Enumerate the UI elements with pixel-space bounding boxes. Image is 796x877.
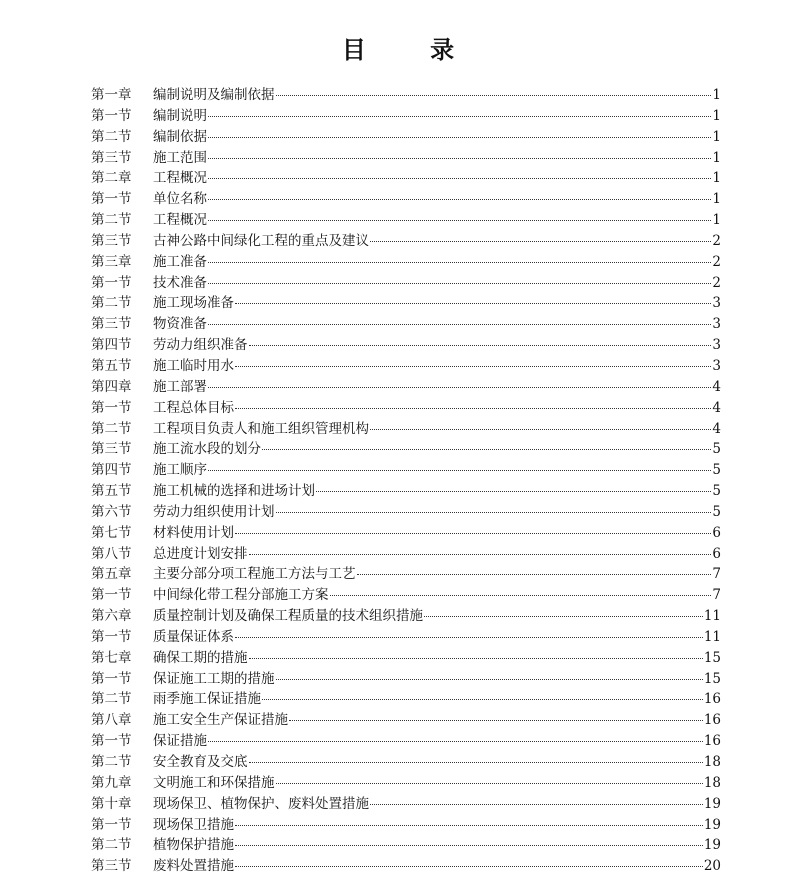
toc-entry[interactable] [91,210,721,231]
toc-entry-page-number: 19 [703,837,721,854]
toc-entry-title: 保证措施 [153,733,207,750]
toc-entry-page-number: 3 [712,357,721,374]
toc-leader-dots [249,762,703,763]
toc-entry-title: 质量控制计划及确保工程质量的技术组织措施 [153,608,423,625]
toc-entry-title: 工程总体目标 [153,399,234,416]
toc-entry[interactable] [91,398,721,419]
toc-entry[interactable] [91,293,721,314]
toc-leader-dots [370,429,711,430]
toc-entry[interactable] [91,168,721,189]
toc-entry[interactable] [91,731,721,752]
toc-entry[interactable] [91,627,721,648]
toc-entry-label: 第七章 [91,649,132,666]
toc-entry-label: 第二节 [91,212,132,229]
toc-entry-title: 物资准备 [153,316,207,333]
toc-entry[interactable] [91,606,721,627]
toc-leader-dots [276,512,712,513]
toc-entry-title: 编制说明 [153,107,207,124]
toc-leader-dots [208,470,711,471]
toc-entry-title: 总进度计划安排 [153,545,248,562]
toc-leader-dots [276,95,712,96]
toc-entry-page-number: 5 [712,441,721,458]
toc-entry-label: 第一节 [91,670,132,687]
toc-entry[interactable] [91,689,721,710]
toc-entry[interactable] [91,794,721,815]
toc-entry-label: 第三节 [91,441,132,458]
toc-entry-label: 第二节 [91,837,132,854]
toc-leader-dots [370,241,711,242]
toc-entry-title: 保证施工工期的措施 [153,670,275,687]
toc-leader-dots [249,658,703,659]
toc-entry[interactable] [91,835,721,856]
toc-entry-page-number: 11 [703,608,721,625]
toc-entry-title: 编制说明及编制依据 [153,87,275,103]
toc-entry-label: 第一节 [91,628,132,645]
toc-entry-title: 雨季施工保证措施 [153,691,261,708]
toc-entry[interactable] [91,773,721,794]
toc-entry-title: 古神公路中间绿化工程的重点及建议 [153,232,369,249]
toc-entry-label: 第一节 [91,587,132,604]
toc-entry-page-number: 1 [712,149,721,166]
toc-entry[interactable] [91,356,721,377]
toc-entry-label: 第五章 [91,566,132,583]
toc-entry[interactable] [91,710,721,731]
toc-leader-dots [208,262,711,263]
toc-entry-label: 第三节 [91,316,132,333]
toc-leader-dots [289,720,703,721]
toc-entry-title: 施工安全生产保证措施 [153,712,288,729]
toc-entry-label: 第四章 [91,378,132,395]
toc-entry-title: 施工流水段的划分 [153,441,261,458]
toc-leader-dots [262,449,711,450]
toc-leader-dots [208,116,711,117]
toc-leader-dots [208,199,711,200]
toc-entry-label: 第二节 [91,420,132,437]
toc-entry-label: 第二节 [91,754,132,770]
toc-entry-page-number: 11 [703,628,721,645]
toc-leader-dots [357,574,712,575]
toc-entry-title: 现场保卫、植物保护、废料处置措施 [153,795,369,812]
toc-entry[interactable] [91,815,721,836]
toc-entry-title: 施工现场准备 [153,295,234,312]
toc-entry-page-number: 19 [703,816,721,833]
toc-entry-page-number: 2 [712,232,721,249]
toc-leader-dots [208,741,703,742]
toc-entry[interactable] [91,273,721,294]
toc-entry-title: 施工准备 [153,253,207,270]
toc-entry-title: 现场保卫措施 [153,816,234,833]
toc-entry-page-number: 16 [703,712,721,729]
toc-entry-page-number: 18 [703,774,721,791]
toc-leader-dots [370,804,703,805]
toc-entry-page-number: 3 [712,316,721,333]
toc-entry[interactable] [91,314,721,335]
toc-entry[interactable] [91,502,721,523]
toc-leader-dots [276,679,703,680]
toc-entry[interactable] [91,419,721,440]
toc-entry-page-number: 19 [703,795,721,812]
toc-entry-page-number: 6 [712,545,721,562]
toc-entry-label: 第五节 [91,357,132,374]
toc-entry-page-number: 5 [712,503,721,520]
toc-leader-dots [235,637,703,638]
table-of-contents [91,85,721,877]
toc-entry-title: 工程概况 [153,212,207,229]
toc-entry-label: 第一节 [91,274,132,291]
toc-entry[interactable] [91,377,721,398]
toc-entry-label: 第十章 [91,795,132,812]
toc-entry-title: 编制依据 [153,128,207,145]
toc-entry-page-number: 2 [712,274,721,291]
toc-entry-page-number: 5 [712,483,721,500]
toc-entry-page-number: 20 [703,858,721,875]
toc-entry-label: 第二节 [91,128,132,145]
toc-leader-dots [330,595,712,596]
toc-leader-dots [249,345,712,346]
toc-leader-dots [235,825,703,826]
toc-entry-label: 第三节 [91,232,132,249]
toc-entry-title: 技术准备 [153,274,207,291]
toc-entry[interactable] [91,544,721,565]
toc-entry-label: 第一节 [91,191,132,208]
toc-leader-dots [235,845,703,846]
toc-leader-dots [208,158,711,159]
toc-entry-page-number: 6 [712,524,721,541]
toc-entry-label: 第六节 [91,503,132,520]
toc-entry[interactable] [91,564,721,585]
toc-leader-dots [249,554,712,555]
toc-entry-page-number: 4 [712,420,721,437]
toc-leader-dots [208,324,711,325]
toc-entry-page-number: 4 [712,399,721,416]
toc-entry-label: 第九章 [91,774,132,791]
toc-leader-dots [208,387,711,388]
toc-entry-page-number: 1 [712,170,721,187]
toc-entry[interactable] [91,106,721,127]
toc-entry-page-number: 1 [712,87,721,103]
toc-entry-label: 第七节 [91,524,132,541]
toc-entry-label: 第三节 [91,149,132,166]
toc-entry-page-number: 3 [712,337,721,354]
toc-entry-label: 第二节 [91,295,132,312]
toc-entry[interactable] [91,335,721,356]
toc-entry-page-number: 16 [703,691,721,708]
toc-entry-title: 施工范围 [153,149,207,166]
toc-entry-page-number: 1 [712,191,721,208]
toc-entry-page-number: 7 [712,587,721,604]
toc-entry-title: 中间绿化带工程分部施工方案 [153,587,329,604]
toc-entry[interactable] [91,669,721,690]
toc-entry[interactable] [91,127,721,148]
toc-leader-dots [208,178,711,179]
toc-entry-title: 施工顺序 [153,462,207,479]
toc-leader-dots [262,699,703,700]
toc-entry-label: 第一节 [91,107,132,124]
toc-leader-dots [235,866,703,867]
toc-entry-label: 第一节 [91,399,132,416]
toc-entry-page-number: 1 [712,212,721,229]
toc-entry-title: 植物保护措施 [153,837,234,854]
toc-entry-page-number: 2 [712,253,721,270]
toc-leader-dots [235,366,711,367]
toc-entry[interactable] [91,252,721,273]
toc-leader-dots [235,408,711,409]
toc-entry-title: 质量保证体系 [153,628,234,645]
toc-leader-dots [316,491,711,492]
toc-entry[interactable] [91,481,721,502]
toc-entry-label: 第八章 [91,712,132,729]
toc-entry[interactable] [91,648,721,669]
toc-entry[interactable] [91,752,721,773]
toc-entry-label: 第八节 [91,545,132,562]
toc-leader-dots [208,283,711,284]
toc-entry-label: 第一章 [91,87,132,103]
toc-leader-dots [235,303,711,304]
toc-entry-title: 施工临时用水 [153,357,234,374]
toc-entry-page-number: 7 [712,566,721,583]
toc-entry-label: 第一节 [91,733,132,750]
toc-entry-label: 第五节 [91,483,132,500]
toc-entry-page-number: 15 [703,670,721,687]
toc-entry-title: 劳动力组织使用计划 [153,503,275,520]
toc-entry-label: 第四节 [91,462,132,479]
toc-entry-page-number: 3 [712,295,721,312]
toc-entry[interactable] [91,231,721,252]
toc-title: 目 录 [341,36,483,64]
toc-entry-title: 废料处置措施 [153,858,234,875]
toc-entry-title: 施工部署 [153,378,207,395]
toc-entry-label: 第二章 [91,170,132,187]
toc-entry-page-number: 4 [712,378,721,395]
toc-entry-title: 文明施工和环保措施 [153,774,275,791]
toc-entry-title: 安全教育及交底 [153,754,248,770]
toc-leader-dots [208,137,711,138]
toc-entry-title: 单位名称 [153,191,207,208]
toc-entry-label: 第三节 [91,858,132,875]
toc-entry-label: 第六章 [91,608,132,625]
toc-entry[interactable] [91,585,721,606]
toc-entry-title: 施工机械的选择和进场计划 [153,483,315,500]
toc-entry[interactable] [91,148,721,169]
toc-entry-title: 工程概况 [153,170,207,187]
toc-entry-page-number: 15 [703,649,721,666]
toc-entry-label: 第一节 [91,816,132,833]
toc-entry-title: 确保工期的措施 [153,649,248,666]
toc-entry-page-number: 16 [703,733,721,750]
toc-entry-title: 工程项目负责人和施工组织管理机构 [153,420,369,437]
toc-entry-title: 劳动力组织准备 [153,337,248,354]
toc-entry[interactable] [91,85,721,106]
toc-leader-dots [424,616,703,617]
toc-entry[interactable] [91,189,721,210]
toc-entry-label: 第三章 [91,253,132,270]
toc-entry-title: 主要分部分项工程施工方法与工艺 [153,566,356,583]
toc-entry-label: 第四节 [91,337,132,354]
toc-entry-page-number: 1 [712,107,721,124]
toc-entry-page-number: 1 [712,128,721,145]
toc-leader-dots [208,220,711,221]
toc-entry-page-number: 18 [703,754,721,770]
toc-leader-dots [276,783,703,784]
toc-leader-dots [235,533,711,534]
toc-entry-page-number: 5 [712,462,721,479]
toc-entry[interactable] [91,460,721,481]
toc-entry-label: 第二节 [91,691,132,708]
toc-entry-title: 材料使用计划 [153,524,234,541]
toc-entry[interactable] [91,523,721,544]
toc-entry[interactable] [91,439,721,460]
